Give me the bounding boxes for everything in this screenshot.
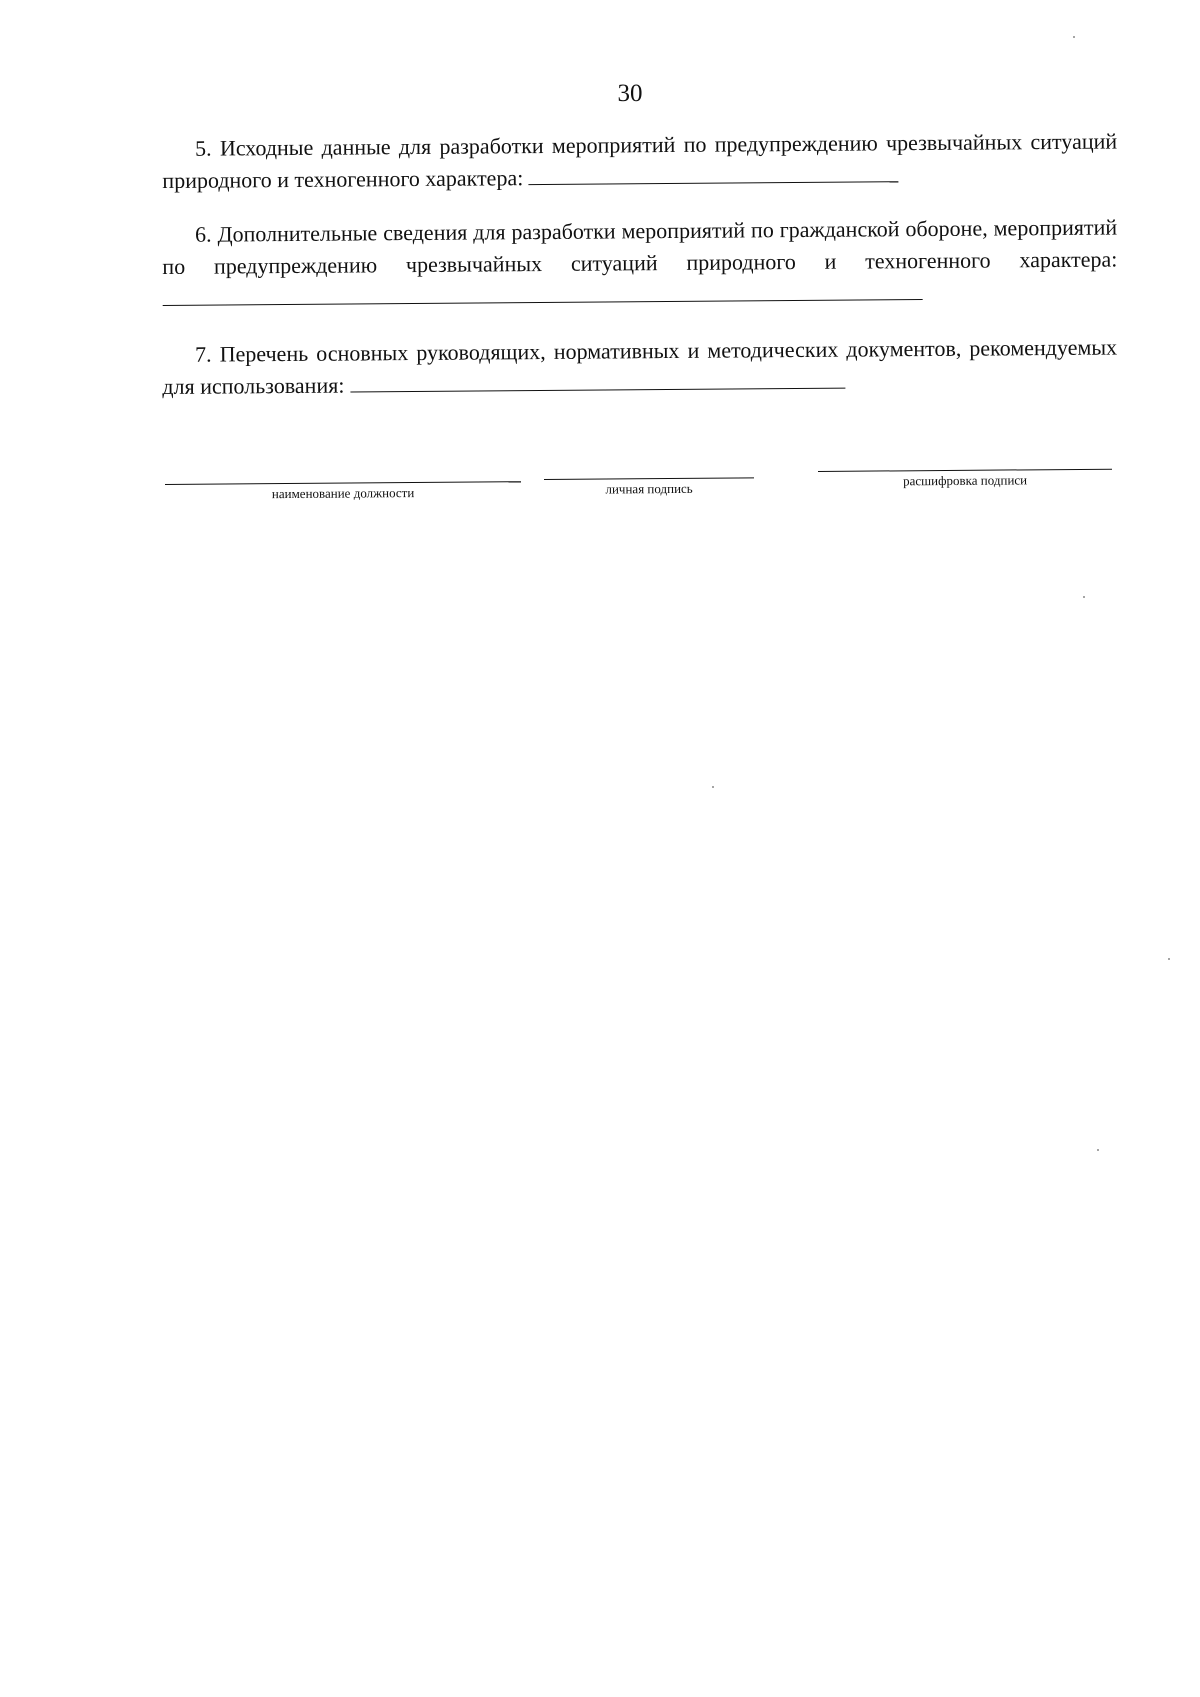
- signature-decode-field[interactable]: [818, 469, 1112, 490]
- signature-caption: личная подпись: [605, 480, 693, 497]
- scan-speck: [712, 786, 714, 788]
- signature-personal-field[interactable]: [544, 477, 754, 498]
- page-number: 30: [617, 80, 643, 107]
- fill-in-line[interactable]: [350, 370, 845, 393]
- item-text: Исходные данные для разработки мероприятий по предупреждению чрезвычайных ситуаций природного и техногенного характера:: [162, 128, 1118, 193]
- item-number: 5.: [195, 135, 212, 161]
- fill-in-line[interactable]: [163, 281, 923, 306]
- item-text: Дополнительные сведения для разработки мероприятий по гражданской обороне, мероприятий по предупреждению чрезвычайных ситуаций природного и техногенного характера:: [162, 214, 1118, 279]
- signature-position-field[interactable]: [165, 481, 521, 503]
- scan-speck: [1083, 596, 1085, 598]
- item-text: Перечень основных руководящих, нормативных и методических документов, рекомендуемых для использования:: [162, 334, 1118, 399]
- scan-speck: [1168, 958, 1170, 960]
- item-5: [162, 125, 1117, 196]
- scan-speck: [1097, 1149, 1099, 1151]
- item-number: 6.: [195, 221, 212, 247]
- item-6: [162, 211, 1118, 314]
- item-7: [162, 331, 1117, 402]
- decode-caption: расшифровка подписи: [902, 472, 1028, 489]
- position-caption: наименование должности: [271, 485, 415, 502]
- scan-speck: [1073, 36, 1075, 38]
- fill-in-line[interactable]: [529, 163, 899, 185]
- item-number: 7.: [195, 341, 212, 367]
